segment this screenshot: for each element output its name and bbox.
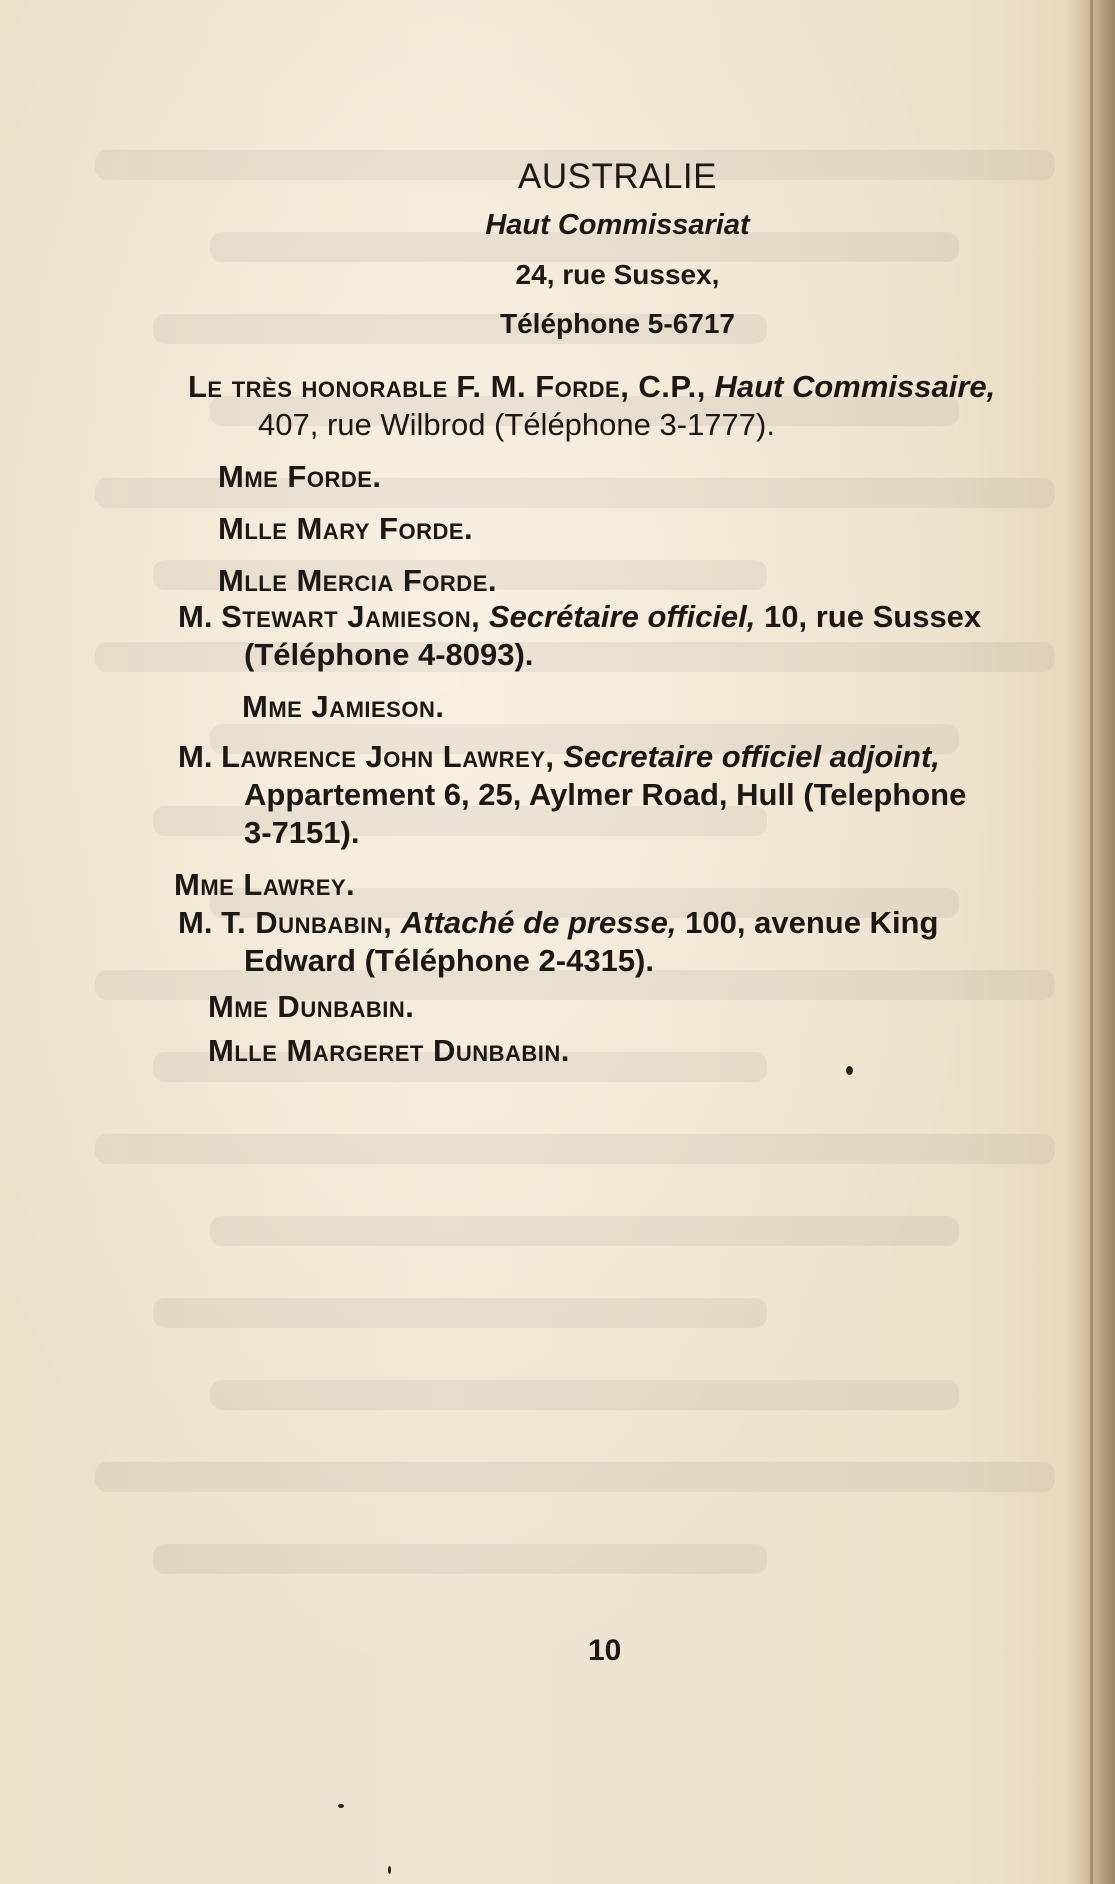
person-name: Lawrence John Lawrey, [221, 739, 555, 774]
entry-lawrey-line1 [0, 738, 1080, 776]
page-number: 10 [588, 1634, 622, 1667]
entry-dunbabin [0, 904, 1080, 1070]
title-prefix: M. [178, 905, 213, 940]
honorific: Le très honorable [188, 369, 448, 404]
spouse: Mme Lawrey. [174, 867, 356, 902]
entry-jamieson-line1 [0, 598, 1080, 636]
spouse: Mme Forde. [218, 459, 382, 494]
person-address: 407, rue Wilbrod (Téléphone 3-1777). [258, 407, 775, 442]
entry-jamieson [0, 598, 1080, 726]
spouse: Mme Jamieson. [242, 689, 445, 724]
office-street: 24, rue Sussex, [515, 259, 720, 290]
country-heading: AUSTRALIE [518, 157, 717, 196]
office-subheading: Haut Commissariat [485, 209, 750, 241]
person-address-start: Appartement 6, 25, Aylmer Road, Hull (Telephone [244, 777, 967, 812]
person-role: Secretaire officiel adjoint, [563, 739, 940, 774]
spouse: Mme Dunbabin. [208, 989, 415, 1024]
entry-forde [0, 368, 1080, 600]
person-address-start: 10, rue Sussex [764, 599, 982, 634]
person-role: Haut Commissaire, [714, 369, 996, 404]
ink-speck [338, 1804, 344, 1808]
person-name: T. Dunbabin, [221, 905, 393, 940]
person-address-end: 3-7151). [244, 815, 360, 850]
family-member: Mlle Mercia Forde. [218, 563, 497, 598]
title-prefix: M. [178, 599, 213, 634]
person-role: Secrétaire officiel, [488, 599, 756, 634]
entry-lawrey [0, 738, 1080, 904]
entry-forde-line1 [0, 368, 1080, 406]
person-name: Stewart Jamieson, [221, 599, 481, 634]
office-phone: Téléphone 5-6717 [500, 308, 735, 339]
title-prefix: M. [178, 739, 213, 774]
person-address-start: 100, avenue King [685, 905, 939, 940]
person-role: Attaché de presse, [400, 905, 677, 940]
embassy-header [0, 152, 1115, 348]
person-name: F. M. Forde, C.P., [456, 369, 706, 404]
ink-speck [388, 1866, 391, 1874]
entry-dunbabin-line1 [0, 904, 1080, 942]
ink-speck [846, 1066, 853, 1075]
family-member: Mlle Margeret Dunbabin. [208, 1033, 570, 1068]
person-address-end: Edward (Téléphone 2-4315). [244, 943, 654, 978]
person-address-end: (Téléphone 4-8093). [244, 637, 534, 672]
family-member: Mlle Mary Forde. [218, 511, 474, 546]
